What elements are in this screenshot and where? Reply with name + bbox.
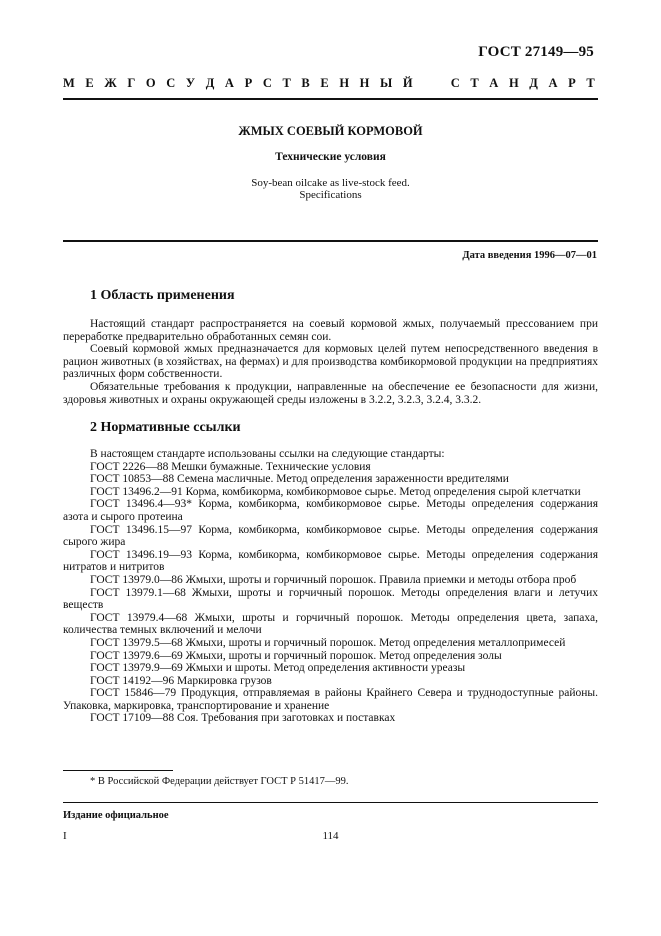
title-rule <box>63 240 598 242</box>
top-rule <box>63 98 598 100</box>
reference-item: ГОСТ 13979.5—68 Жмыхи, шроты и горчичный порошок. Метод определения металлопримесей <box>90 636 566 649</box>
banner-letter: Т <box>470 76 479 90</box>
banner-letter: Р <box>568 76 576 90</box>
section-2-body <box>63 448 598 725</box>
banner-letter: Т <box>586 76 595 90</box>
banner-letter: Й <box>402 76 413 90</box>
banner-letter: В <box>301 76 310 90</box>
banner-letter: Д <box>529 76 538 90</box>
banner-letter: Т <box>282 76 291 90</box>
banner-letter: С <box>166 76 176 90</box>
paragraph: В настоящем стандарте использованы ссылки на следующие стандарты: <box>90 448 445 460</box>
document-subtitle: Технические условия <box>275 151 386 163</box>
page-number: 114 <box>322 830 339 842</box>
banner-letter: Д <box>205 76 215 90</box>
document-title: ЖМЫХ СОЕВЫЙ КОРМОВОЙ <box>238 124 423 138</box>
reference-item: ГОСТ 13496.19—93 Корма, комбикорма, комбикормовое сырье. Методы определения содержания нитратов и нитритов <box>63 548 598 574</box>
reference-item: ГОСТ 13979.0—86 Жмыхи, шроты и горчичный порошок. Правила приемки и методы отбора проб <box>90 573 577 586</box>
section-1-body <box>63 318 598 406</box>
reference-item: ГОСТ 13979.9—69 Жмыхи и шроты. Метод определения активности уреазы <box>90 662 466 675</box>
banner-letter: Р <box>244 76 253 90</box>
section-2-heading: 2 Нормативные ссылки <box>90 420 241 435</box>
footnote: * В Российской Федерации действует ГОСТ Р 51417—99. <box>90 776 349 787</box>
reference-item: ГОСТ 2226—88 Мешки бумажные. Технические условия <box>90 460 371 473</box>
reference-item: ГОСТ 13496.4—93* Корма, комбикорма, комбикормовое сырье. Методы определения содержания азота и сырого протеина <box>63 498 598 523</box>
reference-item: ГОСТ 15846—79 Продукция, отправляемая в районы Крайнего Севера и труднодоступные районы. Упаковка, маркировка, транспортирование и хранение <box>63 687 598 712</box>
banner-letter: А <box>548 76 558 90</box>
banner-letter: Е <box>85 76 94 90</box>
banner-letter <box>437 76 440 91</box>
english-title <box>0 177 661 201</box>
banner-letter: А <box>489 76 499 90</box>
banner-letter: Ж <box>104 76 117 90</box>
banner-letter: С <box>262 76 272 90</box>
banner-letter: У <box>185 76 196 90</box>
reference-item: ГОСТ 13496.2—91 Корма, комбикорма, комбикормовое сырье. Метод определения сырой клетчатки <box>90 485 581 498</box>
english-title-line1: Soy-bean oilcake as live-stock feed. <box>251 177 410 189</box>
banner-letter: Е <box>320 76 329 90</box>
banner-letter: Н <box>339 76 350 90</box>
reference-item: ГОСТ 14192—96 Маркировка грузов <box>90 674 272 687</box>
reference-item: ГОСТ 13979.4—68 Жмыхи, шроты и горчичный порошок. Методы определения цвета, запаха, количества темных включений и мелочи <box>63 611 598 637</box>
bottom-rule <box>63 802 598 803</box>
banner-letter: Н <box>359 76 370 90</box>
banner-letter: Г <box>127 76 136 90</box>
roman-mark: I <box>63 830 67 842</box>
banner-letter: О <box>145 76 156 90</box>
banner-letter: Н <box>508 76 519 90</box>
reference-item: ГОСТ 13496.15—97 Корма, комбикорма, комбикормовое сырье. Методы определения содержания сырого жира <box>63 523 598 549</box>
english-title-line2: Specifications <box>299 189 362 201</box>
paragraph: Обязательные требования к продукции, направленные на обеспечение ее безопасности для жизни, здоровья животных и охраны окружающей среды изложены в 3.2.2, 3.2.3, 3.2.4, 3.3.2. <box>63 380 598 406</box>
paragraph: Соевый кормовой жмых предназначается для кормовых целей путем непосредственного введения в рацион животных (в хозяйствах, на фермах) и для производства комбикормовой продукции на предприятиях различных форм собственности. <box>63 343 598 381</box>
footnote-rule <box>63 770 173 771</box>
reference-item: ГОСТ 17109—88 Соя. Требования при заготовках и поставках <box>90 712 396 725</box>
banner-letter: Ы <box>380 76 393 90</box>
banner-letter: А <box>224 76 234 90</box>
banner-letter: С <box>450 76 460 90</box>
edition-label: Издание официальное <box>63 810 169 821</box>
section-1-heading: 1 Область применения <box>90 288 235 303</box>
banner-letter: М <box>63 76 75 90</box>
document-code: ГОСТ 27149—95 <box>478 44 594 60</box>
banner-letter <box>423 76 426 91</box>
interstate-standard-banner <box>63 76 595 91</box>
reference-item: ГОСТ 13979.1—68 Жмыхи, шроты и горчичный порошок. Методы определения влаги и летучих веществ <box>63 586 598 612</box>
introduction-date: Дата введения 1996—07—01 <box>462 250 597 261</box>
paragraph: Настоящий стандарт распространяется на соевый кормовой жмых, получаемый прессованием при переработке предварительно обработанных семян сои. <box>63 318 598 343</box>
reference-item: ГОСТ 13979.6—69 Жмыхи, шроты и горчичный порошок. Метод определения золы <box>90 649 502 662</box>
reference-item: ГОСТ 10853—88 Семена масличные. Метод определения зараженности вредителями <box>90 473 509 486</box>
